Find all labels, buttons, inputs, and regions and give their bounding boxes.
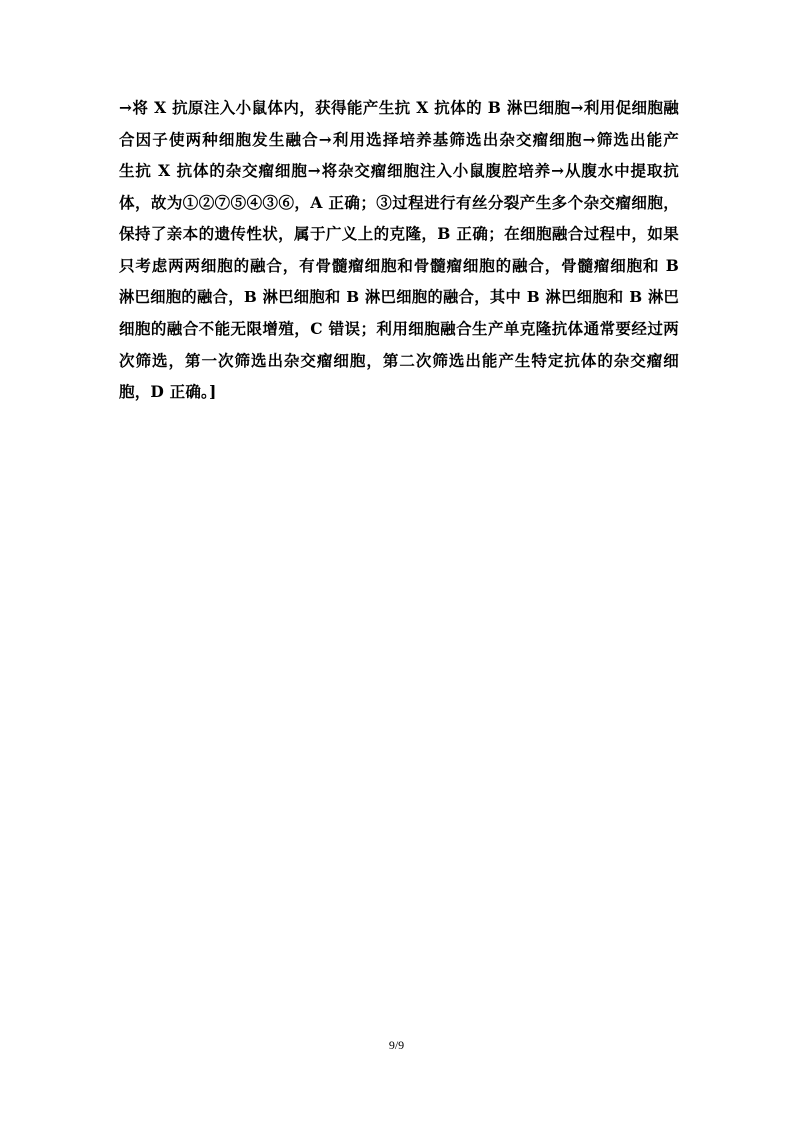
- text-line: 只考虑两两细胞的融合，有骨髓瘤细胞和骨髓瘤细胞的融合，骨髓瘤细胞和 B: [119, 255, 679, 275]
- text-line: 胞，D 正确。]: [119, 382, 217, 402]
- page-number: 9/9: [388, 1038, 405, 1052]
- text-line: →将 X 抗原注入小鼠体内，获得能产生抗 X 抗体的 B 淋巴细胞→利用促细胞融: [119, 98, 679, 117]
- text-line: 细胞的融合不能无限增殖，C 错误；利用细胞融合生产单克隆抗体通常要经过两: [119, 319, 679, 339]
- text-line: 淋巴细胞的融合，B 淋巴细胞和 B 淋巴细胞的融合，其中 B 淋巴细胞和 B 淋巴: [119, 287, 679, 306]
- text-line: 次筛选，第一次筛选出杂交瘤细胞，第二次筛选出能产生特定抗体的杂交瘤细: [119, 350, 679, 370]
- text-line: 生抗 X 抗体的杂交瘤细胞→将杂交瘤细胞注入小鼠腹腔培养→从腹水中提取抗: [119, 161, 679, 181]
- text-line: 保持了亲本的遗传性状，属于广义上的克隆，B 正确；在细胞融合过程中，如果: [119, 224, 679, 244]
- text-line: 合因子使两种细胞发生融合→利用选择培养基筛选出杂交瘤细胞→筛选出能产: [119, 129, 679, 149]
- text-line: 体，故为①②⑦⑤④③⑥，A 正确；③过程进行有丝分裂产生多个杂交瘤细胞，: [119, 192, 679, 212]
- answer-explanation: [119, 92, 679, 408]
